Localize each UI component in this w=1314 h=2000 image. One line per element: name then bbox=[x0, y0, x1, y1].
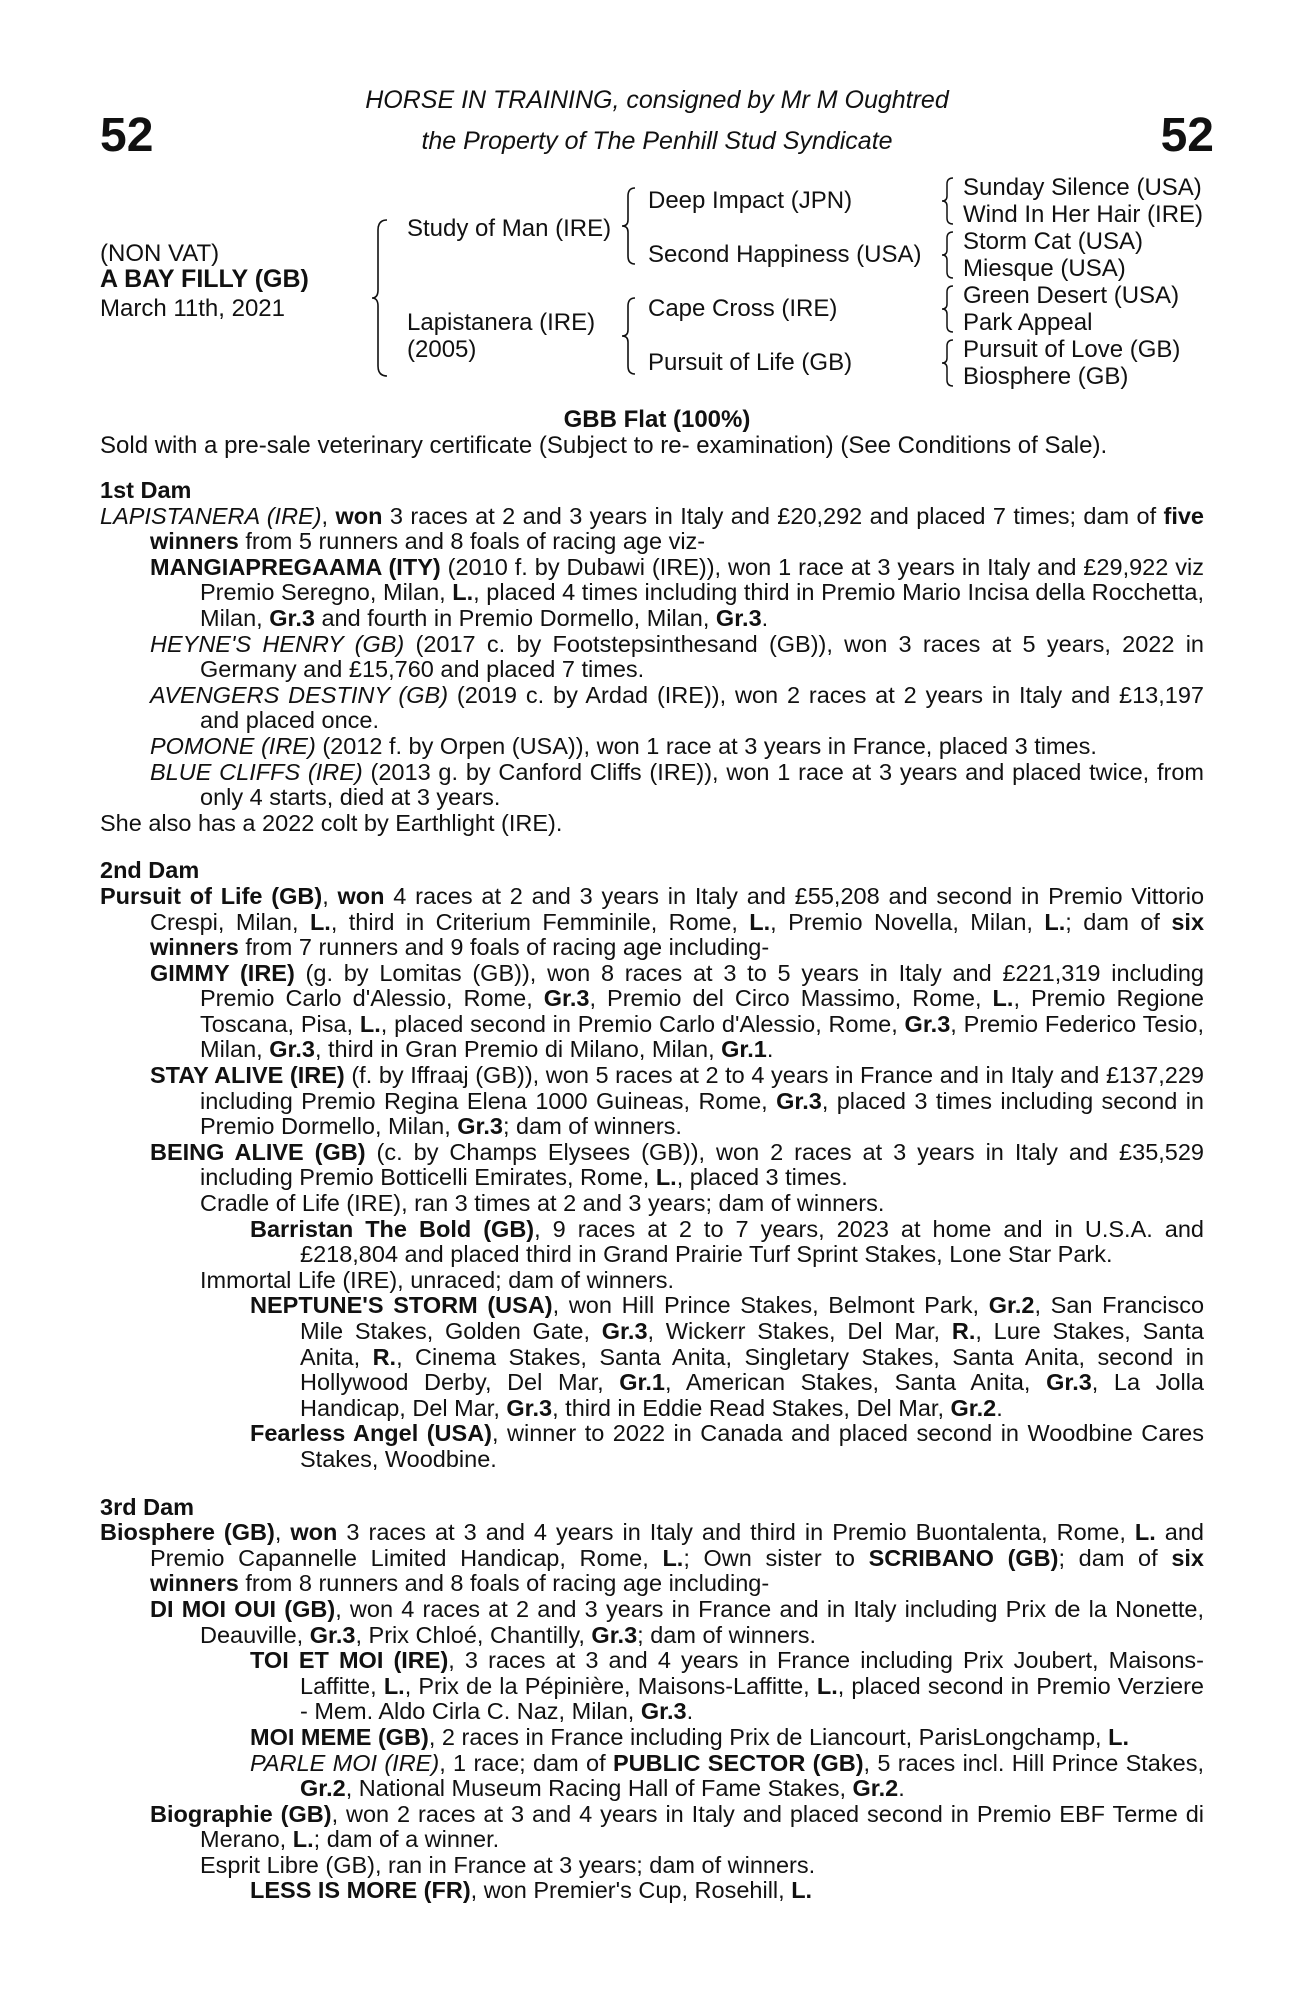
entry-text: , Prix Chloé, Chantilly, bbox=[355, 1621, 592, 1648]
pedigree-entry bbox=[100, 555, 1204, 632]
horse-dob: March 11th, 2021 bbox=[100, 295, 286, 322]
bold-text: six winners bbox=[150, 1544, 1204, 1597]
bold-text: Gr.2 bbox=[300, 1775, 346, 1802]
entry-text: , placed 3 times. bbox=[676, 1164, 848, 1191]
entry-text: , 3 races at 3 and 4 years in France including Prix Joubert, Maisons-Laffitte, bbox=[300, 1647, 1204, 1699]
bold-text: L. bbox=[1134, 1519, 1156, 1546]
pedigree-entry bbox=[100, 1878, 1204, 1904]
bold-text: Biosphere (GB) bbox=[100, 1519, 275, 1546]
entry-text: 4 races at 2 and 3 years in Italy and £55,208 and second in Premio Vittorio Crespi, Milan, bbox=[150, 882, 1205, 935]
bold-text: STAY ALIVE (IRE) bbox=[150, 1062, 345, 1089]
bold-text: DI MOI OUI (GB) bbox=[150, 1595, 336, 1622]
pedigree-entry bbox=[100, 1725, 1204, 1751]
pedigree-entry bbox=[100, 1293, 1204, 1421]
entry-text: ; dam of a winner. bbox=[313, 1826, 500, 1853]
bold-text: Gr.1 bbox=[721, 1036, 767, 1063]
bold-text: L. bbox=[452, 579, 474, 606]
bold-text: Gr.3 bbox=[715, 604, 762, 631]
pedigree-entry bbox=[100, 760, 1204, 811]
pedigree-entry bbox=[100, 1520, 1204, 1597]
bold-text: Gr.3 bbox=[309, 1621, 356, 1648]
pedigree-ssd: Wind In Her Hair (IRE) bbox=[963, 201, 1204, 228]
gbb-rating: GBB Flat (100%) bbox=[563, 406, 751, 433]
italic-text: BLUE CLIFFS (IRE) bbox=[150, 758, 363, 785]
pedigree-entry bbox=[100, 1802, 1204, 1853]
bold-text: Gr.3 bbox=[269, 604, 315, 631]
entry-text: , winner to 2022 in Canada and placed second in Woodbine Cares Stakes, Woodbine. bbox=[300, 1420, 1204, 1472]
entry-text: , 5 races incl. Hill Prince Stakes, bbox=[863, 1749, 1204, 1776]
bold-text: Gr.2 bbox=[852, 1775, 899, 1802]
pedigree-dsd: Park Appeal bbox=[963, 309, 1093, 336]
bold-text: won bbox=[335, 502, 383, 529]
horse-name: A BAY FILLY (GB) bbox=[100, 265, 309, 293]
lot-number-left: 52 bbox=[100, 109, 154, 162]
entry-text: ; dam of winners. bbox=[637, 1621, 817, 1648]
entry-text: , La Jolla Handicap, Del Mar, bbox=[300, 1369, 1204, 1421]
pedigree-sdd: Miesque (USA) bbox=[963, 255, 1126, 282]
pedigree-brace-main bbox=[370, 218, 390, 378]
bold-text: L. bbox=[791, 1877, 813, 1904]
pedigree-entry bbox=[100, 1597, 1204, 1648]
pedigree-dam-dam: Pursuit of Life (GB) bbox=[648, 349, 853, 376]
italic-text: HEYNE'S HENRY (GB) bbox=[150, 630, 405, 657]
pedigree-sds: Storm Cat (USA) bbox=[963, 228, 1144, 255]
entry-text: from 8 runners and 8 foals of racing age including- bbox=[238, 1570, 770, 1597]
entry-text: (g. by Lomitas (GB)), won 8 races at 3 to 5 years in Italy and £221,319 including Premio Carlo d'Alessio, Rome, bbox=[200, 959, 1204, 1012]
pedigree-sss: Sunday Silence (USA) bbox=[963, 174, 1202, 201]
italic-text: LAPISTANERA (IRE) bbox=[100, 502, 322, 529]
bold-text: Gr.3 bbox=[1046, 1369, 1092, 1396]
entry-text: and fourth in Premio Dormello, Milan, bbox=[314, 604, 716, 631]
entry-text: , 2 races in France including Prix de Liancourt, ParisLongchamp, bbox=[428, 1723, 1109, 1750]
entry-text: ; dam of bbox=[1058, 1544, 1172, 1571]
entry-text: , placed second in Premio Carlo d'Alessio, Rome, bbox=[380, 1010, 905, 1037]
pedigree-entry bbox=[100, 1648, 1204, 1725]
bold-text: Gr.3 bbox=[640, 1698, 687, 1725]
entry-text: , won 2 races at 3 and 4 years in Italy and placed second in Premio EBF Terme di Merano, bbox=[200, 1800, 1204, 1853]
entry-text: from 7 runners and 9 foals of racing age including- bbox=[238, 934, 770, 961]
bold-text: five winners bbox=[150, 502, 1204, 555]
entry-text: , Lure Stakes, Santa Anita, bbox=[300, 1318, 1204, 1370]
entry-text: (2012 f. by Orpen (USA)), won 1 race at 3 years in France, placed 3 times. bbox=[315, 732, 1097, 759]
bold-text: Gr.3 bbox=[457, 1113, 503, 1140]
pedigree-sire-sire: Deep Impact (JPN) bbox=[648, 187, 853, 214]
bold-text: won bbox=[337, 882, 385, 909]
bold-text: L. bbox=[1108, 1723, 1129, 1750]
pedigree-brace-ss bbox=[940, 176, 956, 226]
entry-text: . bbox=[996, 1394, 1003, 1421]
pedigree-entry bbox=[100, 632, 1204, 683]
entry-text: . bbox=[898, 1775, 905, 1802]
pedigree-dam: Lapistanera (IRE) bbox=[407, 309, 596, 336]
bold-text: won bbox=[290, 1519, 338, 1546]
pedigree-entry bbox=[100, 1140, 1204, 1191]
entry-text: , Premio del Circo Massimo, Rome, bbox=[589, 985, 993, 1012]
entry-text: Esprit Libre (GB), ran in France at 3 years; dam of winners. bbox=[200, 1851, 816, 1878]
pedigree-sire: Study of Man (IRE) bbox=[407, 215, 612, 242]
entry-text: , won Premier's Cup, Rosehill, bbox=[470, 1877, 792, 1904]
entry-text: , Premio Novella, Milan, bbox=[770, 908, 1045, 935]
bold-text: BEING ALIVE (GB) bbox=[150, 1138, 366, 1165]
bold-text: MOI MEME (GB) bbox=[250, 1723, 429, 1750]
pedigree-entry bbox=[100, 811, 1204, 837]
bold-text: GIMMY (IRE) bbox=[150, 959, 295, 986]
entry-text: , Premio Regione Toscana, Pisa, bbox=[200, 985, 1204, 1037]
vat-status: (NON VAT) bbox=[100, 240, 220, 267]
bold-text: L. bbox=[359, 1010, 381, 1037]
pedigree-brace-sire bbox=[620, 186, 638, 266]
pedigree-entry bbox=[100, 884, 1204, 961]
entry-text: , American Stakes, Santa Anita, bbox=[664, 1369, 1047, 1396]
entry-text: , Prix de la Pépinière, Maisons-Laffitte, bbox=[404, 1672, 817, 1699]
bold-text: Gr.3 bbox=[601, 1318, 648, 1344]
bold-text: Gr.2 bbox=[950, 1394, 997, 1421]
bold-text: L. bbox=[662, 1544, 684, 1571]
entry-text: , Premio Federico Tesio, Milan, bbox=[200, 1010, 1204, 1063]
entry-text: Immortal Life (IRE), unraced; dam of winners. bbox=[200, 1266, 675, 1293]
entry-text: ; dam of bbox=[1065, 908, 1172, 935]
property-line: the Property of The Penhill Stud Syndicate bbox=[421, 127, 893, 155]
section-heading: 2nd Dam bbox=[100, 857, 200, 884]
entry-text: (2010 f. by Dubawi (IRE)), won 1 race at 3 years in Italy and £29,922 viz Premio Seregno, Milan, bbox=[200, 553, 1204, 606]
entry-text: , won Hill Prince Stakes, Belmont Park, bbox=[552, 1292, 989, 1319]
section-heading: 3rd Dam bbox=[100, 1493, 195, 1520]
italic-text: PARLE MOI (IRE) bbox=[250, 1749, 440, 1776]
pedigree-brace-sd bbox=[940, 230, 956, 280]
bold-text: L. bbox=[292, 1826, 314, 1853]
entry-text: She also has a 2022 colt by Earthlight (IRE). bbox=[100, 809, 563, 836]
pedigree-dam-year: (2005) bbox=[407, 336, 477, 363]
entry-text: , Wickerr Stakes, Del Mar, bbox=[647, 1318, 952, 1344]
entry-text: , bbox=[321, 502, 336, 529]
entry-text: , placed second in Premio Verziere - Mem. Aldo Cirla C. Naz, Milan, bbox=[300, 1672, 1205, 1725]
section-heading: 1st Dam bbox=[100, 477, 192, 503]
pedigree-dds: Pursuit of Love (GB) bbox=[963, 336, 1181, 363]
bold-text: NEPTUNE'S STORM (USA) bbox=[250, 1292, 553, 1319]
bold-text: PUBLIC SECTOR (GB) bbox=[613, 1749, 864, 1776]
bold-text: R. bbox=[951, 1318, 976, 1344]
pedigree-entry bbox=[100, 734, 1204, 760]
bold-text: R. bbox=[372, 1343, 397, 1370]
bold-text: L. bbox=[1044, 908, 1066, 935]
entry-text: , 1 race; dam of bbox=[439, 1749, 613, 1776]
bold-text: six winners bbox=[150, 908, 1205, 961]
entry-text: , third in Gran Premio di Milano, Milan, bbox=[314, 1036, 722, 1063]
pedigree-entry bbox=[100, 1751, 1204, 1802]
pedigree-entry bbox=[100, 1853, 1204, 1879]
pedigree-brace-dam bbox=[620, 296, 638, 376]
bold-text: Gr.3 bbox=[506, 1394, 553, 1421]
bold-text: SCRIBANO (GB) bbox=[868, 1544, 1059, 1571]
entry-text: (f. by Iffraaj (GB)), won 5 races at 2 to 4 years in France and in Italy and £137,229 including Premio Regina Elena 1000 Guineas, Rome, bbox=[200, 1062, 1204, 1114]
bold-text: Barristan The Bold (GB) bbox=[250, 1215, 535, 1242]
bold-text: L. bbox=[383, 1672, 405, 1699]
pedigree-sire-dam: Second Happiness (USA) bbox=[648, 241, 922, 268]
entry-text: . bbox=[766, 1036, 774, 1063]
pedigree-dss: Green Desert (USA) bbox=[963, 282, 1180, 309]
pedigree-entry bbox=[100, 1063, 1204, 1140]
bold-text: L. bbox=[655, 1164, 677, 1191]
entry-text: Cradle of Life (IRE), ran 3 times at 2 and 3 years; dam of winners. bbox=[200, 1190, 885, 1217]
entry-text: , bbox=[322, 882, 338, 909]
entry-text: (c. by Champs Elysees (GB)), won 2 races at 3 years in Italy and £35,529 including Premio Botticelli Emirates, Rome, bbox=[200, 1138, 1205, 1191]
italic-text: POMONE (IRE) bbox=[150, 732, 316, 759]
bold-text: TOI ET MOI (IRE) bbox=[250, 1647, 449, 1674]
pedigree-entry bbox=[100, 683, 1204, 734]
entry-text: , placed 4 times including third in Premio Mario Incisa della Rocchetta, Milan, bbox=[200, 579, 1204, 631]
entry-text: , Cinema Stakes, Santa Anita, Singletary Stakes, Santa Anita, second in Hollywood Derby, Del Mar, bbox=[300, 1343, 1204, 1396]
bold-text: Gr.3 bbox=[269, 1036, 315, 1063]
bold-text: L. bbox=[816, 1672, 838, 1699]
bold-text: Fearless Angel (USA) bbox=[250, 1420, 492, 1447]
pedigree-entry bbox=[100, 1268, 1204, 1294]
pedigree-brace-ds bbox=[940, 284, 956, 334]
bold-text: Gr.3 bbox=[776, 1087, 822, 1114]
pedigree-entry bbox=[100, 1217, 1204, 1268]
entry-text: and Premio Capannelle Limited Handicap, Rome, bbox=[150, 1519, 1204, 1571]
vet-note: Sold with a pre-sale veterinary certificate (Subject to re- examination) (See Conditions of Sale). bbox=[100, 432, 1108, 459]
bold-text: Pursuit of Life (GB) bbox=[100, 882, 323, 909]
entry-text: , placed 3 times including second in Premio Dormello, Milan, bbox=[200, 1087, 1204, 1140]
entry-text: ; dam of winners. bbox=[503, 1113, 682, 1140]
bold-text: MANGIAPREGAAMA (ITY) bbox=[150, 553, 441, 580]
entry-text: 3 races at 2 and 3 years in Italy and £20,292 and placed 7 times; dam of bbox=[382, 502, 1164, 529]
entry-text: ; Own sister to bbox=[683, 1544, 869, 1571]
entry-text: , San Francisco Mile Stakes, Golden Gate, bbox=[300, 1292, 1205, 1344]
bold-text: Gr.3 bbox=[904, 1010, 951, 1037]
italic-text: AVENGERS DESTINY (GB) bbox=[150, 681, 449, 708]
bold-text: Gr.1 bbox=[619, 1369, 665, 1396]
bold-text: Gr.2 bbox=[988, 1292, 1035, 1319]
entry-text: (2019 c. by Ardad (IRE)), won 2 races at 2 years in Italy and £13,197 and placed once. bbox=[200, 681, 1204, 734]
entry-text: , won 4 races at 2 and 3 years in France and in Italy including Prix de la Nonette, Deauville, bbox=[200, 1595, 1204, 1648]
bold-text: Gr.3 bbox=[543, 985, 590, 1012]
pedigree-entry bbox=[100, 961, 1204, 1063]
bold-text: Gr.3 bbox=[591, 1621, 638, 1648]
pedigree-ddd: Biosphere (GB) bbox=[963, 363, 1129, 390]
entry-text: , 9 races at 2 to 7 years, 2023 at home and in U.S.A. and £218,804 and placed third in Grand Prairie Turf Sprint Stakes, Lone Star Park. bbox=[300, 1215, 1204, 1268]
entry-text: , third in Eddie Read Stakes, Del Mar, bbox=[552, 1394, 951, 1421]
bold-text: L. bbox=[992, 985, 1014, 1012]
entry-text: , third in Criterium Femminile, Rome, bbox=[330, 908, 750, 935]
entry-text: from 5 runners and 8 foals of racing age viz- bbox=[238, 528, 706, 555]
entry-text: , National Museum Racing Hall of Fame Stakes, bbox=[345, 1775, 853, 1802]
pedigree-dam-sire: Cape Cross (IRE) bbox=[648, 295, 838, 322]
bold-text: LESS IS MORE (FR) bbox=[250, 1877, 471, 1904]
pedigree-entry bbox=[100, 1421, 1204, 1472]
pedigree-brace-dd bbox=[940, 338, 956, 388]
entry-text: . bbox=[761, 604, 769, 631]
bold-text: L. bbox=[309, 908, 331, 935]
catalogue-content bbox=[100, 478, 1204, 1904]
entry-text: . bbox=[686, 1698, 694, 1725]
entry-text: , bbox=[274, 1519, 291, 1546]
entry-text: (2013 g. by Canford Cliffs (IRE)), won 1 race at 3 years and placed twice, from only 4 starts, died at 3 years. bbox=[200, 758, 1204, 811]
consignor-line: HORSE IN TRAINING, consigned by Mr M Oughtred bbox=[365, 86, 949, 114]
pedigree-entry bbox=[100, 504, 1204, 555]
entry-text: 3 races at 3 and 4 years in Italy and third in Premio Buontalenta, Rome, bbox=[337, 1519, 1135, 1546]
lot-number-right: 52 bbox=[1160, 109, 1214, 162]
bold-text: L. bbox=[749, 908, 771, 935]
bold-text: Biographie (GB) bbox=[150, 1800, 332, 1827]
entry-text: (2017 c. by Footstepsinthesand (GB)), won 3 races at 5 years, 2022 in Germany and £15,760 and placed 7 times. bbox=[200, 630, 1204, 683]
pedigree-entry bbox=[100, 1191, 1204, 1217]
